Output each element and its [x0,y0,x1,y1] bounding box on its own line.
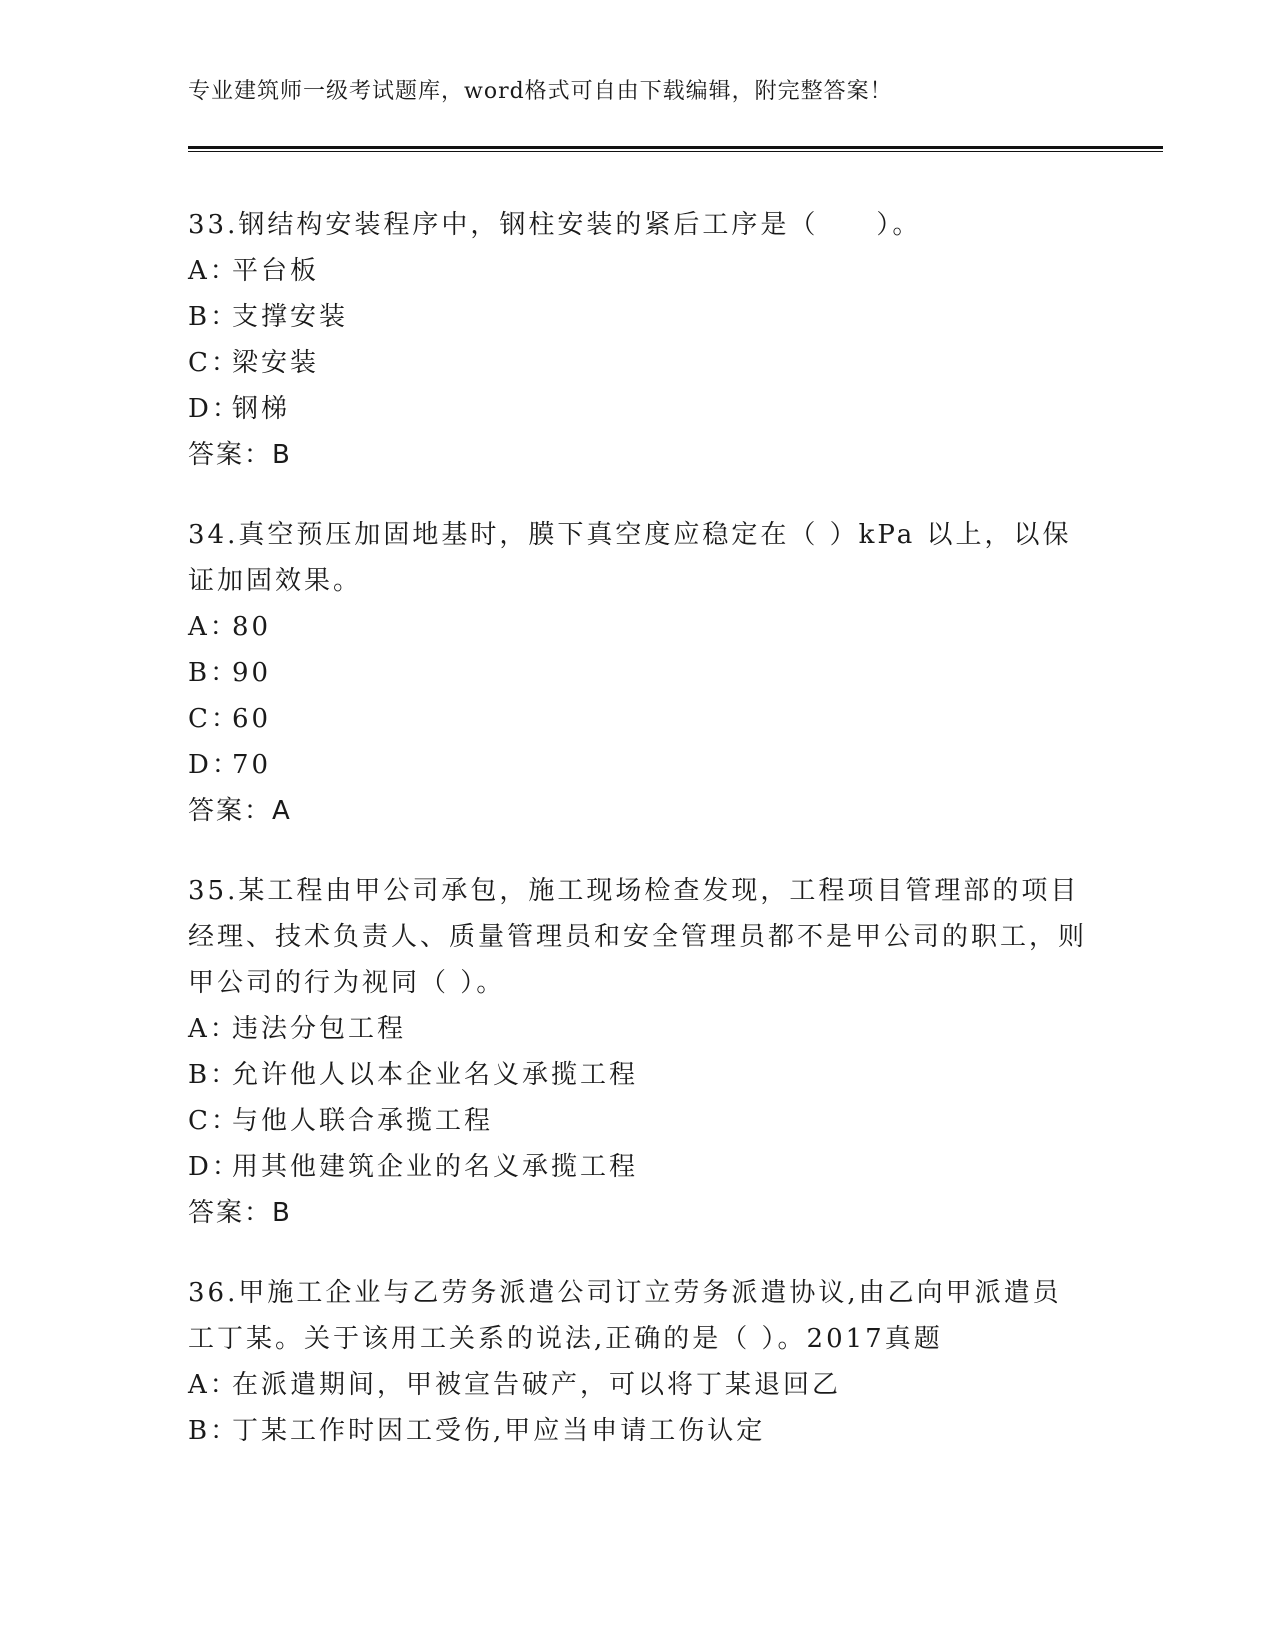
option-d [188,386,1088,432]
option-b [188,294,1088,340]
question-text: 33.钢结构安装程序中，钢柱安装的紧后工序是（ ）。 [188,210,922,240]
option-text: 80 [232,612,272,642]
header-rule-thick [188,146,1163,149]
option-letter: D： [188,1152,241,1182]
question-text: 35.某工程由甲公司承包，施工现场检查发现，工程项目管理部的项目经理、技术负责人、质量管理员和安全管理员都不是甲公司的职工，则甲公司的行为视同（ ）。 [188,876,1088,998]
option-text: 平台板 [232,256,320,286]
question-text: 34.真空预压加固地基时，膜下真空度应稳定在（ ）kPa 以上，以保证加固效果。 [188,520,1072,596]
option-text: 70 [232,750,272,780]
option-a [188,604,1088,650]
answer: 答案：B [188,1198,292,1228]
option-a [188,1006,1088,1052]
question-list [188,202,1088,1488]
option-letter: C： [188,348,240,378]
option-text: 梁安装 [232,348,320,378]
option-b [188,650,1088,696]
option-d [188,742,1088,788]
option-text: 丁某工作时因工受伤,甲应当申请工伤认定 [232,1416,766,1446]
option-letter: A： [188,1014,239,1044]
option-text: 90 [232,658,272,688]
option-text: 与他人联合承揽工程 [232,1106,494,1136]
option-c [188,340,1088,386]
answer: 答案：B [188,440,292,470]
option-letter: C： [188,704,240,734]
option-a [188,248,1088,294]
option-letter: B： [188,1060,240,1090]
option-letter: B： [188,658,240,688]
question-34 [188,512,1088,834]
option-letter: B： [188,1416,240,1446]
option-text: 在派遣期间，甲被宣告破产，可以将丁某退回乙 [232,1370,842,1400]
option-letter: B： [188,302,240,332]
option-d [188,1144,1088,1190]
page-header: 专业建筑师一级考试题库，word格式可自由下载编辑，附完整答案！ [188,79,893,104]
option-letter: A： [188,256,239,286]
option-letter: D： [188,750,241,780]
option-text: 60 [232,704,272,734]
option-letter: A： [188,612,239,642]
option-c [188,1098,1088,1144]
option-letter: C： [188,1106,240,1136]
question-35 [188,868,1088,1236]
question-36 [188,1270,1088,1454]
option-text: 允许他人以本企业名义承揽工程 [232,1060,639,1090]
answer: 答案：A [188,796,292,826]
option-c [188,696,1088,742]
option-text: 用其他建筑企业的名义承揽工程 [232,1152,639,1182]
header-rule-thin [188,151,1163,152]
option-a [188,1362,1088,1408]
question-text: 36.甲施工企业与乙劳务派遣公司订立劳务派遣协议,由乙向甲派遣员工丁某。关于该用工关系的说法,正确的是（ ）。2017真题 [188,1278,1062,1354]
option-text: 违法分包工程 [232,1014,407,1044]
option-b [188,1408,1088,1454]
option-text: 钢梯 [232,394,291,424]
option-b [188,1052,1088,1098]
question-33 [188,202,1088,478]
option-letter: A： [188,1370,239,1400]
option-text: 支撑安装 [232,302,349,332]
option-letter: D： [188,394,241,424]
